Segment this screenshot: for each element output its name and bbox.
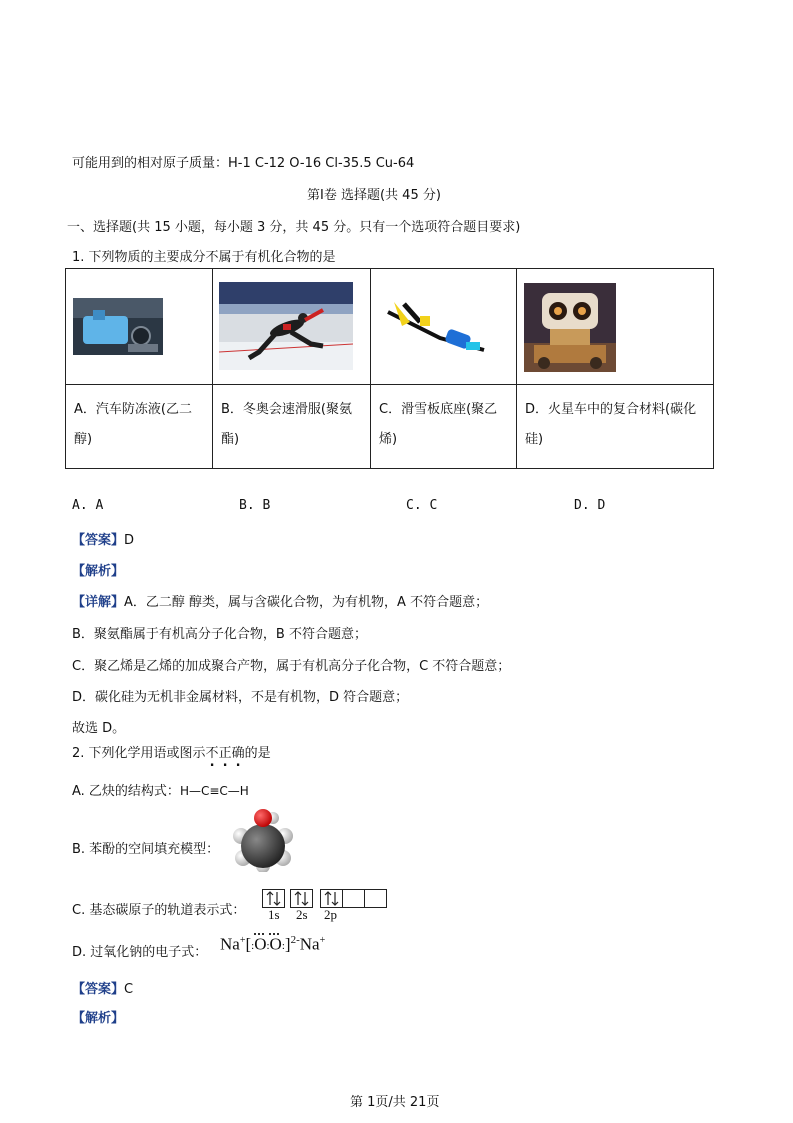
q2-option-d-text: D. 过氧化钠的电子式：	[72, 945, 208, 960]
page-footer: 第 1页/共 21页	[350, 1095, 440, 1110]
detail-text: A．乙二醇 醇类，属与含碳化合物，为有机物，A 不符合题意；	[124, 595, 489, 610]
mars-robot-photo	[524, 283, 616, 372]
q2-option-a	[72, 780, 249, 799]
q1-option-b: B. B	[239, 498, 271, 513]
oxygen-atom-2: O	[269, 934, 282, 954]
q2-option-d	[72, 941, 207, 960]
q2-option-b: B. 苯酚的空间填充模型：	[72, 842, 220, 857]
answer-label: 【答案】	[72, 533, 125, 548]
q1-detail-line-1	[72, 591, 488, 610]
orbital-label-1s: 1s	[268, 907, 280, 922]
q2-stem-dotted-1: 不	[205, 746, 219, 761]
na-left: Na	[220, 934, 240, 954]
speed-skater-photo	[219, 282, 353, 370]
na-right: Na	[299, 934, 320, 954]
q1-option-c: C. C	[406, 498, 438, 513]
q1-detail-line-2: B．聚氨酯属于有机高分子化合物，B 不符合题意；	[72, 627, 367, 642]
detail-label: 【详解】	[72, 595, 125, 610]
lewis-dots-left: :	[251, 939, 255, 952]
q1-detail-line-5: 故选 D。	[72, 721, 126, 736]
orbital-label-2p: 2p	[324, 907, 337, 922]
charge: 2-	[290, 934, 300, 946]
q1-cell-b-text: B．冬奥会速滑服(聚氨酯)	[213, 385, 371, 469]
q2-answer	[72, 978, 133, 997]
lewis-dots-middle: :	[266, 939, 270, 952]
q1-cell-c-text: C．滑雪板底座(聚乙烯)	[371, 385, 517, 469]
q1-option-d: D. D	[574, 498, 606, 513]
phenol-space-filling-model	[231, 806, 295, 872]
q1-option-a: A. A	[72, 498, 104, 513]
sodium-peroxide-electron-formula: Na+[:O:O:]$^{2-}$Na+	[220, 934, 326, 954]
q1-cell-a-text: A．汽车防冻液(乙二醇)	[66, 385, 213, 469]
ski-binding-photo	[380, 292, 492, 354]
right-bracket: ]	[284, 934, 291, 954]
q1-analysis-label: 【解析】	[72, 564, 125, 579]
section-title: 第Ⅰ卷 选择题(共 45 分)	[307, 188, 441, 203]
q2-stem	[72, 742, 271, 761]
q2-stem-before: 2. 下列化学用语或图示	[72, 746, 206, 761]
carbon-orbital-diagram	[262, 889, 388, 927]
q2-option-a-formula: H—C≡C—H	[179, 784, 249, 798]
answer-value: C	[124, 982, 134, 997]
q2-stem-after: 的是	[244, 746, 271, 761]
q1-detail-line-3: C．聚乙烯是乙烯的加成聚合产物，属于有机高分子化合物，C 不符合题意；	[72, 659, 511, 674]
atomic-masses: 可能用到的相对原子质量：H-1 C-12 O-16 Cl-35.5 Cu-64	[72, 156, 415, 171]
answer-value: D	[124, 533, 135, 548]
q1-stem: 1. 下列物质的主要成分不属于有机化合物的是	[72, 250, 336, 265]
orbital-label-2s: 2s	[296, 907, 308, 922]
q1-cell-d-text: D．火星车中的复合材料(碳化硅)	[517, 385, 714, 469]
lewis-dots-right: :	[281, 939, 285, 952]
answer-label: 【答案】	[72, 982, 125, 997]
q2-analysis-label: 【解析】	[72, 1011, 125, 1026]
q2-option-a-text: A. 乙炔的结构式：	[72, 784, 180, 799]
q2-stem-dotted-3: 确	[231, 746, 245, 761]
q2-option-c: C. 基态碳原子的轨道表示式：	[72, 903, 246, 918]
q1-answer	[72, 529, 134, 548]
q2-stem-dotted-2: 正	[218, 746, 232, 761]
left-bracket: [	[245, 934, 252, 954]
q1-detail-line-4: D．碳化硅为无机非金属材料，不是有机物，D 符合题意；	[72, 690, 409, 705]
oxygen-atom-1: O	[254, 934, 267, 954]
section-description: 一、选择题(共 15 小题，每小题 3 分，共 45 分。只有一个选项符合题目要求)	[67, 220, 521, 235]
antifreeze-photo	[73, 298, 163, 355]
